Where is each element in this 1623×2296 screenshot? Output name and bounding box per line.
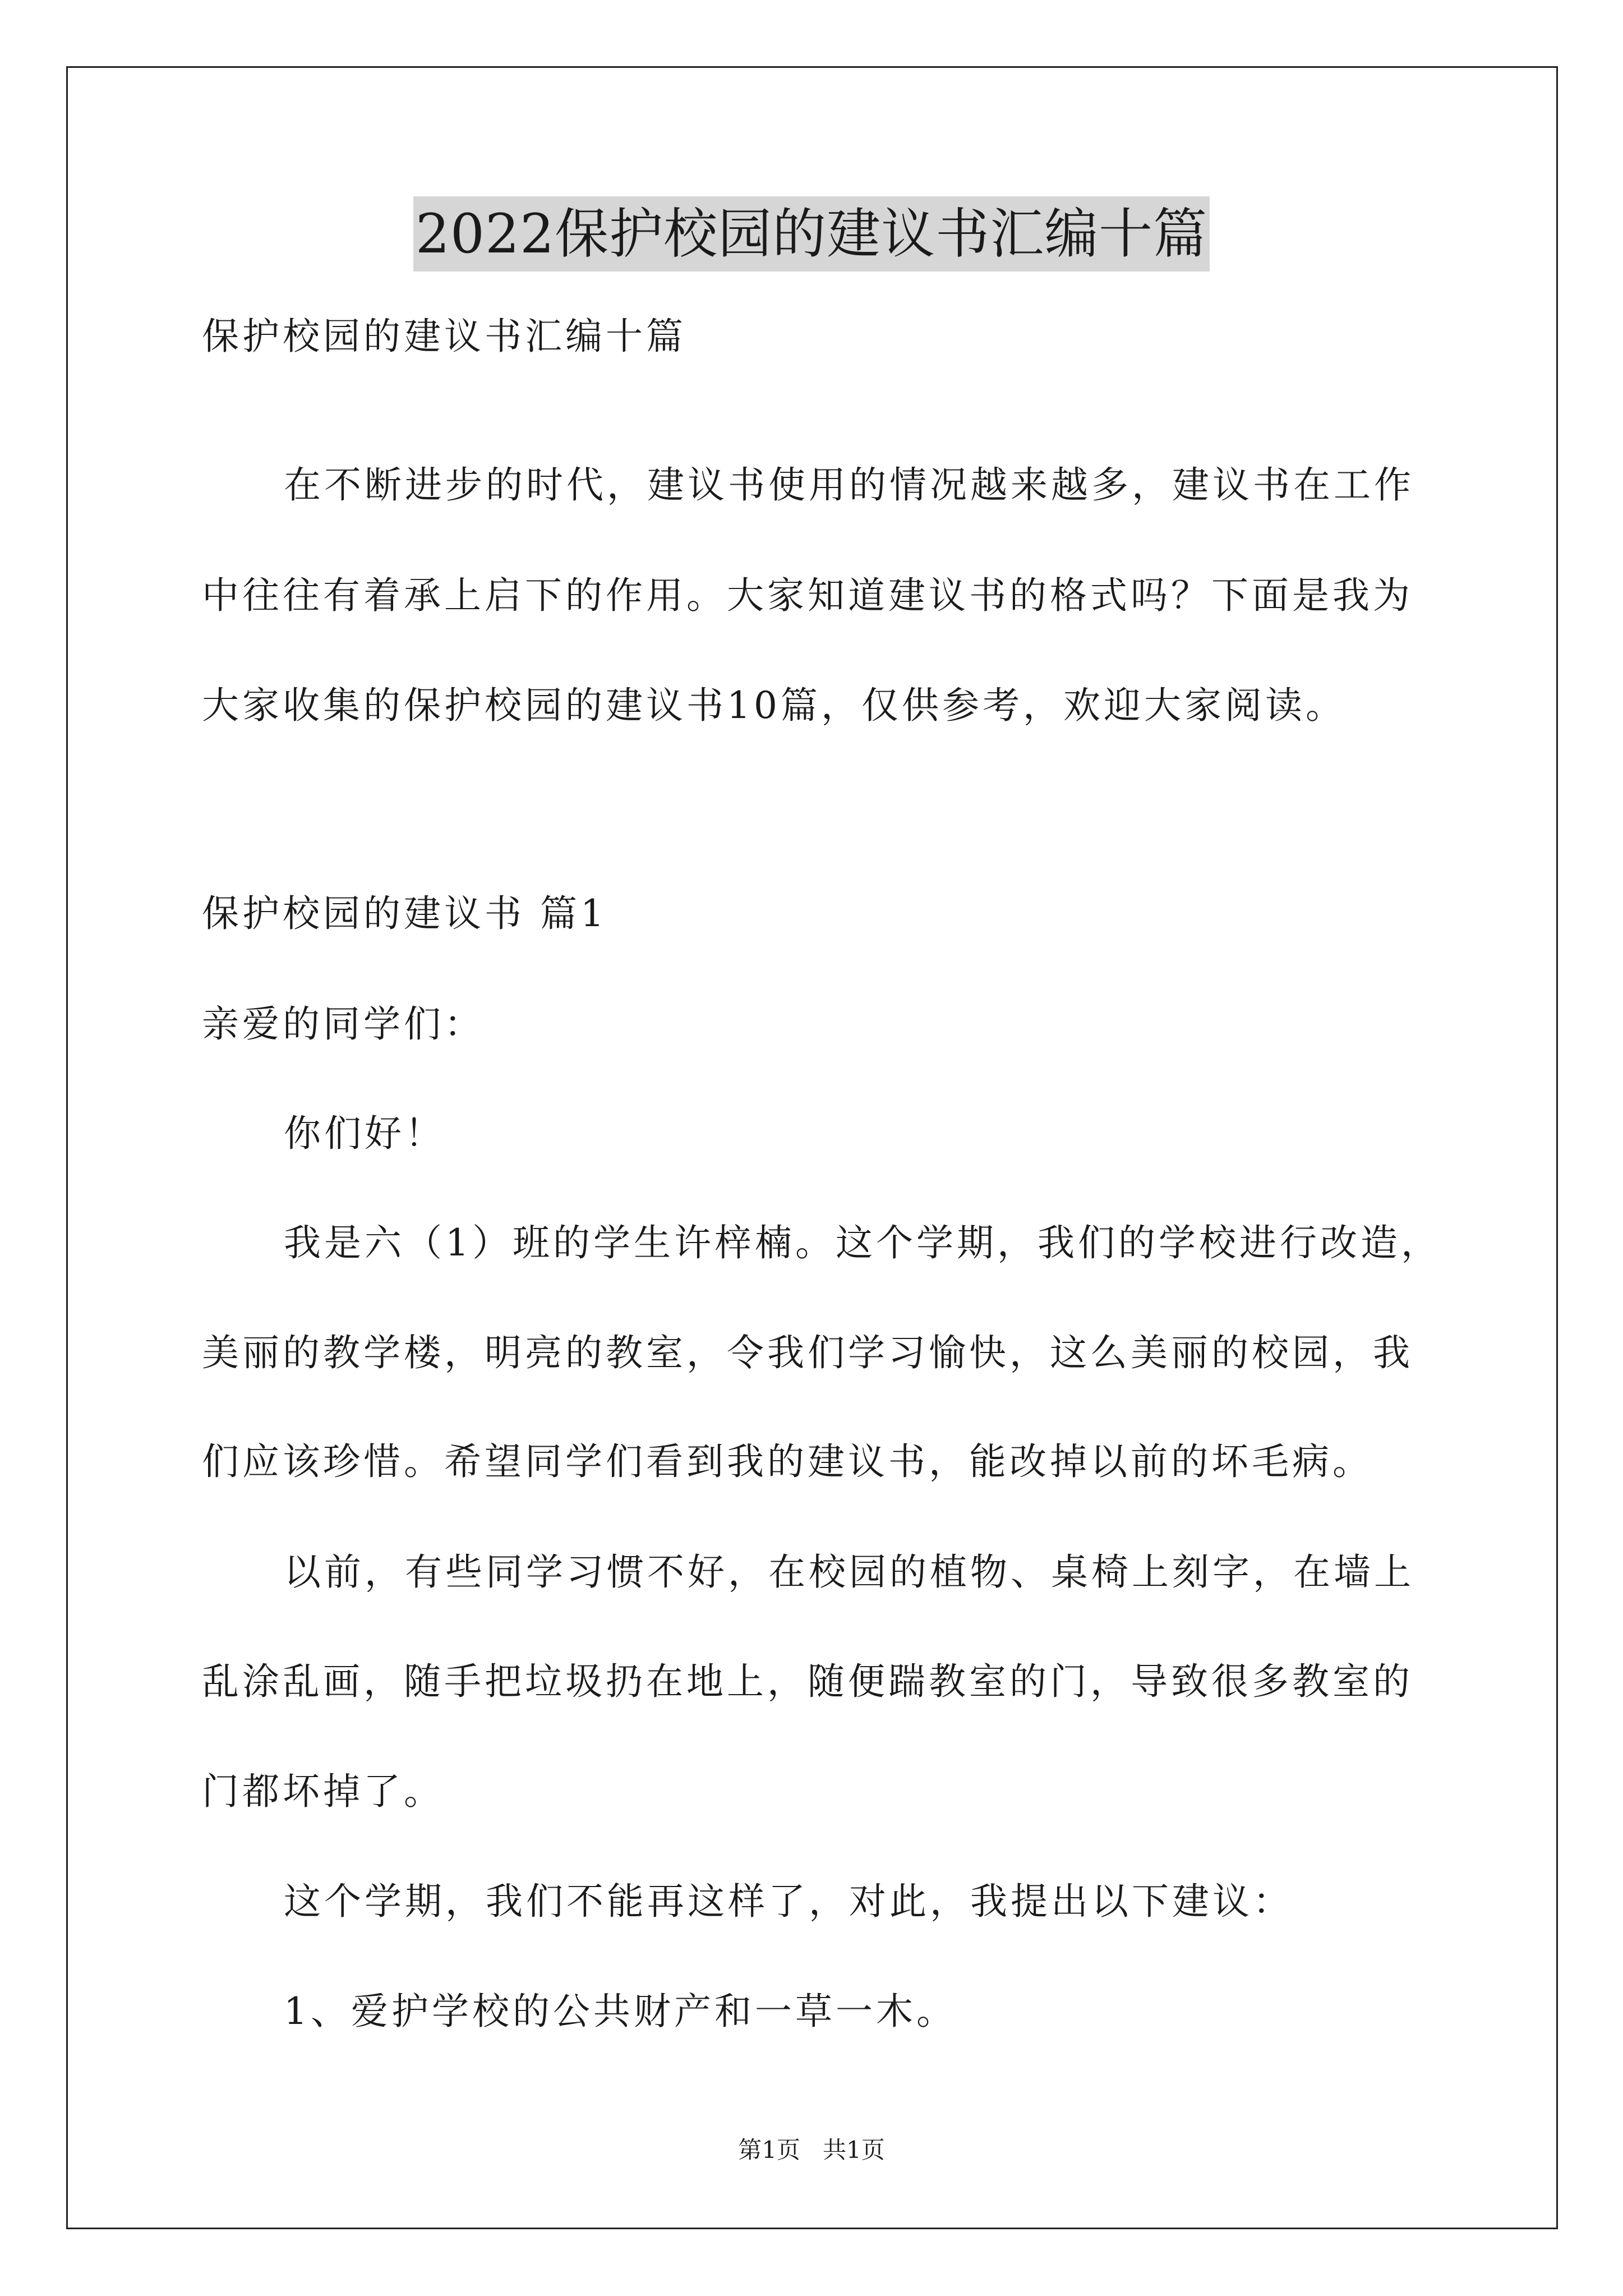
greeting: 你们好！ xyxy=(284,1112,445,1155)
intro-line-2: 中往往有着承上启下的作用。大家知道建议书的格式吗？下面是我为 xyxy=(202,574,1413,617)
paragraph-2-line-2: 乱涂乱画，随手把垃圾扔在地上，随便踹教室的门，导致很多教室的 xyxy=(202,1660,1413,1703)
salutation: 亲爱的同学们： xyxy=(202,1002,485,1046)
document-title: 2022保护校园的建议书汇编十篇 xyxy=(413,196,1210,272)
paragraph-3: 这个学期，我们不能再这样了，对此，我提出以下建议： xyxy=(284,1880,1293,1923)
page-footer: 第1页 共1页 xyxy=(738,2136,885,2164)
paragraph-2-line-1: 以前，有些同学习惯不好，在校园的植物、桌椅上刻字，在墙上 xyxy=(284,1550,1414,1594)
intro-line-3: 大家收集的保护校园的建议书10篇，仅供参考，欢迎大家阅读。 xyxy=(202,684,1346,727)
paragraph-1-line-3: 们应该珍惜。希望同学们看到我的建议书，能改掉以前的坏毛病。 xyxy=(202,1440,1373,1483)
document-title-block xyxy=(0,196,1623,272)
paragraph-1-line-2: 美丽的教学楼，明亮的教室，令我们学习愉快，这么美丽的校园，我 xyxy=(202,1331,1413,1374)
list-item-1: 1、爱护学校的公共财产和一草一木。 xyxy=(284,1990,957,2033)
document-subtitle: 保护校园的建议书汇编十篇 xyxy=(202,315,686,358)
paragraph-2-line-3: 门都坏掉了。 xyxy=(202,1770,444,1813)
paragraph-1-line-1: 我是六（1）班的学生许梓楠。这个学期，我们的学校进行改造， xyxy=(284,1221,1441,1264)
section-heading: 保护校园的建议书 篇1 xyxy=(202,892,607,935)
intro-line-1: 在不断进步的时代，建议书使用的情况越来越多，建议书在工作 xyxy=(284,463,1414,507)
